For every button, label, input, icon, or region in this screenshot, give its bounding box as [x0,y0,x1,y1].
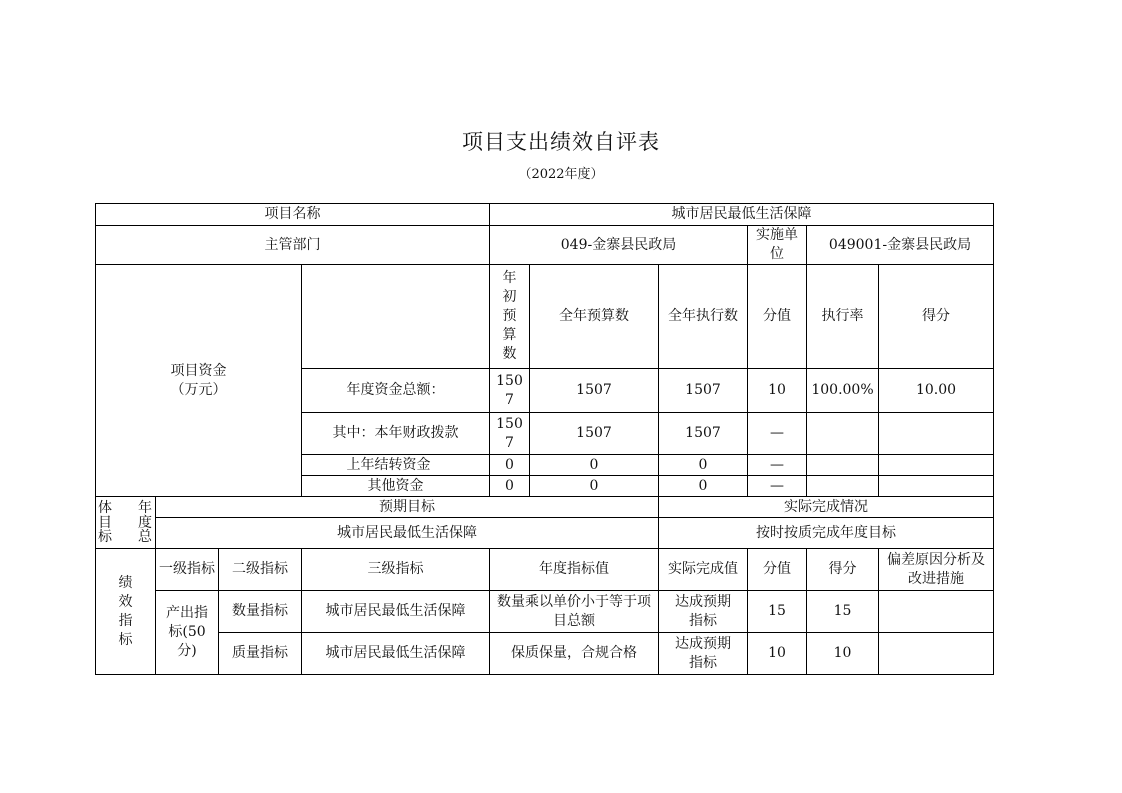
funds-header-row [96,265,994,369]
indicator-score: 15 [807,591,879,633]
funds-row-exec: 1507 [659,413,748,455]
indicator-value: 10 [748,633,807,675]
impl-label: 实施单位 [748,226,807,265]
funds-label-line1: 项目资金 [170,362,227,379]
indicator-target: 数量乘以单价小于等于项目总额 [490,591,659,633]
header-actual: 实际完成值 [659,549,748,591]
indicator-level3: 城市居民最低生活保障 [302,591,490,633]
indicator-deviation [879,633,994,675]
funds-row-exec: 1507 [659,369,748,413]
actual-completion-label: 实际完成情况 [659,497,994,518]
evaluation-table [95,203,994,675]
funds-row-annual: 1507 [530,413,659,455]
output-indicator-label: 产出指标(50分) [156,591,219,675]
funds-row-value: — [748,455,807,476]
funds-row-rate: 100.00% [807,369,879,413]
header-score-value: 分值 [748,265,807,369]
header-target: 年度指标值 [490,549,659,591]
header-level2: 二级指标 [219,549,302,591]
expected-goal-value: 城市居民最低生活保障 [156,518,659,549]
funds-row-annual: 1507 [530,369,659,413]
indicator-actual: 达成预期指标 [659,633,748,675]
corner-char: 度 [138,515,152,531]
header-annual-exec: 全年执行数 [659,265,748,369]
funds-row-initial: 0 [490,476,530,497]
funds-row-score [879,476,994,497]
funds-label-line2: （万元） [170,381,227,398]
indicator-score: 10 [807,633,879,675]
corner-char: 标 [98,529,112,545]
indicator-level2: 数量指标 [219,591,302,633]
funds-row-exec: 0 [659,455,748,476]
header-initial-budget: 年初预算数 [490,265,530,369]
indicator-level3: 城市居民最低生活保障 [302,633,490,675]
indicator-row-quantity [96,591,994,633]
goals-header-row [96,497,994,518]
indicator-row-quality [96,633,994,675]
corner-char: 体 [98,500,112,516]
indicator-deviation [879,591,994,633]
dept-label: 主管部门 [96,226,490,265]
project-name-value: 城市居民最低生活保障 [490,204,994,226]
actual-completion-value: 按时按质完成年度目标 [659,518,994,549]
funds-row-value: 10 [748,369,807,413]
corner-char: 年 [138,500,152,516]
indicators-header-row [96,549,994,591]
funds-row-rate [807,413,879,455]
funds-row-initial: 0 [490,455,530,476]
funds-row-value: — [748,413,807,455]
funds-row-score [879,413,994,455]
header-level3: 三级指标 [302,549,490,591]
funds-row-rate [807,455,879,476]
funds-row-annual: 0 [530,455,659,476]
header-exec-rate: 执行率 [807,265,879,369]
goals-corner-label [96,497,156,549]
indicator-target: 保质保量，合规合格 [490,633,659,675]
indicator-value: 15 [748,591,807,633]
header-deviation: 偏差原因分析及改进措施 [879,549,994,591]
header-level1: 一级指标 [156,549,219,591]
funds-row-label: 其他资金 [302,476,490,497]
header-annual-budget: 全年预算数 [530,265,659,369]
indicator-level2: 质量指标 [219,633,302,675]
impl-value: 049001-金寨县民政局 [807,226,994,265]
funds-row-score: 10.00 [879,369,994,413]
project-name-label: 项目名称 [96,204,490,226]
corner-char: 总 [138,529,152,545]
funds-row-value: — [748,476,807,497]
page-title: 项目支出绩效自评表 [462,130,660,154]
funds-header-blank [302,265,490,369]
funds-row-initial: 1507 [490,369,530,413]
funds-row-label: 上年结转资金 [302,455,490,476]
funds-label [96,265,302,497]
project-name-row [96,204,994,226]
header-value: 分值 [748,549,807,591]
funds-row-score [879,455,994,476]
goals-value-row [96,518,994,549]
page-subtitle: （2022年度） [518,167,604,182]
funds-row-exec: 0 [659,476,748,497]
funds-row-initial: 1507 [490,413,530,455]
indicator-actual: 达成预期指标 [659,591,748,633]
funds-row-label: 其中：本年财政拨款 [302,413,490,455]
header-score: 得分 [807,549,879,591]
dept-value: 049-金寨县民政局 [490,226,748,265]
funds-row-rate [807,476,879,497]
indicators-section-label: 绩效指标 [96,549,156,675]
funds-row-annual: 0 [530,476,659,497]
header-score: 得分 [879,265,994,369]
corner-char: 目 [98,515,112,531]
funds-row-label: 年度资金总额： [302,369,490,413]
expected-goal-label: 预期目标 [156,497,659,518]
department-row [96,226,994,265]
